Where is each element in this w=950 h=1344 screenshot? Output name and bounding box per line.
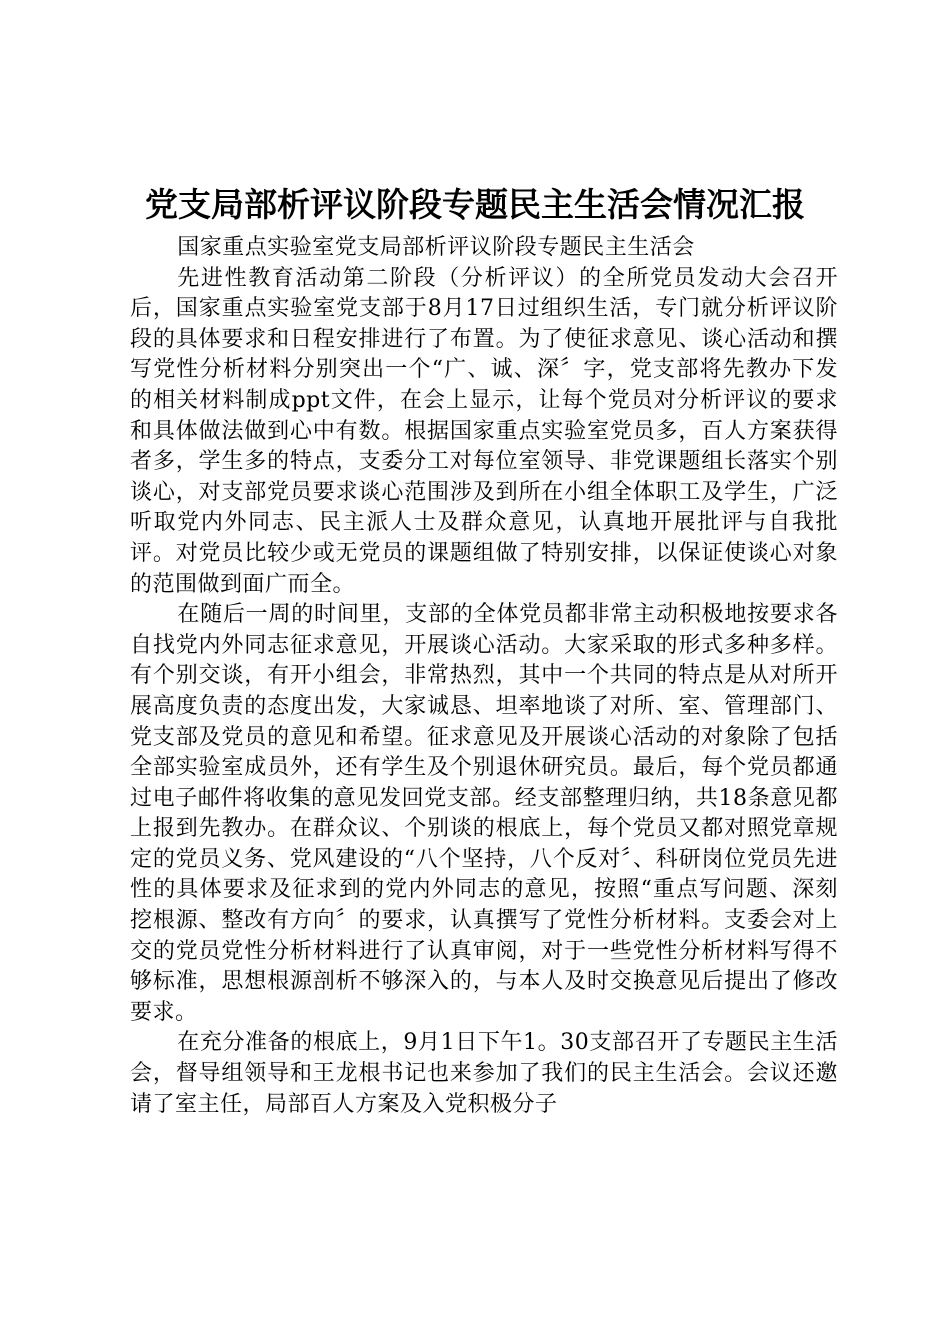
document-body	[130, 233, 838, 1120]
body-paragraph-2: 在随后一周的时间里，支部的全体党员都非常主动积极地按要求各自找党内外同志征求意见，开展谈心活动。大家采取的形式多种多样。有个别交谈，有开小组会，非常热烈，其中一个共同的特点是从对所开展高度负责的态度出发，大家诚恳、坦率地谈了对所、室、管理部门、党支部及党员的意见和希望。征求意见及开展谈心活动的对象除了包括全部实验室成员外，还有学生及个别退休研究员。最后，每个党员都通过电子邮件将收集的意见发回党支部。经支部整理归纳，共18条意见都上报到先教办。在群众议、个别谈的根底上，每个党员又都对照党章规定的党员义务、党风建设的“八个坚持，八个反对〞、科研岗位党员先进性的具体要求及征求到的党内外同志的意见，按照“重点写问题、深刻挖根源、整改有方向〞的要求，认真撰写了党性分析材料。支委会对上交的党员党性分析材料进行了认真审阅，对于一些党性分析材料写得不够标准，思想根源剖析不够深入的，与本人及时交换意见后提出了修改要求。	[130, 602, 838, 1025]
subtitle-paragraph: 国家重点实验室党支局部析评议阶段专题民主生活会	[177, 235, 695, 260]
document-title: 党支局部析评议阶段专题民主生活会情况汇报	[145, 185, 805, 224]
body-paragraph-3: 在充分准备的根底上，9月1日下午1。30支部召开了专题民主生活会，督导组领导和王龙根书记也来参加了我们的民主生活会。会议还邀请了室主任，局部百人方案及入党积极分子	[130, 1030, 838, 1117]
body-paragraph-1: 先进性教育活动第二阶段（分析评议）的全所党员发动大会召开后，国家重点实验室党支部于8月17日过组织生活，专门就分析评议阶段的具体要求和日程安排进行了布置。为了使征求意见、谈心活动和撰写党性分析材料分别突出一个“广、诚、深〞字，党支部将先教办下发的相关材料制成ppt文件，在会上显示，让每个党员对分析评议的要求和具体做法做到心中有数。根据国家重点实验室党员多，百人方案获得者多，学生多的特点，支委分工对每位室领导、非党课题组长落实个别谈心，对支部党员要求谈心范围涉及到所在小组全体职工及学生，广泛听取党内外同志、民主派人士及群众意见，认真地开展批评与自我批评。对党员比较少或无党员的课题组做了特别安排，以保证使谈心对象的范围做到面广而全。	[130, 265, 838, 597]
